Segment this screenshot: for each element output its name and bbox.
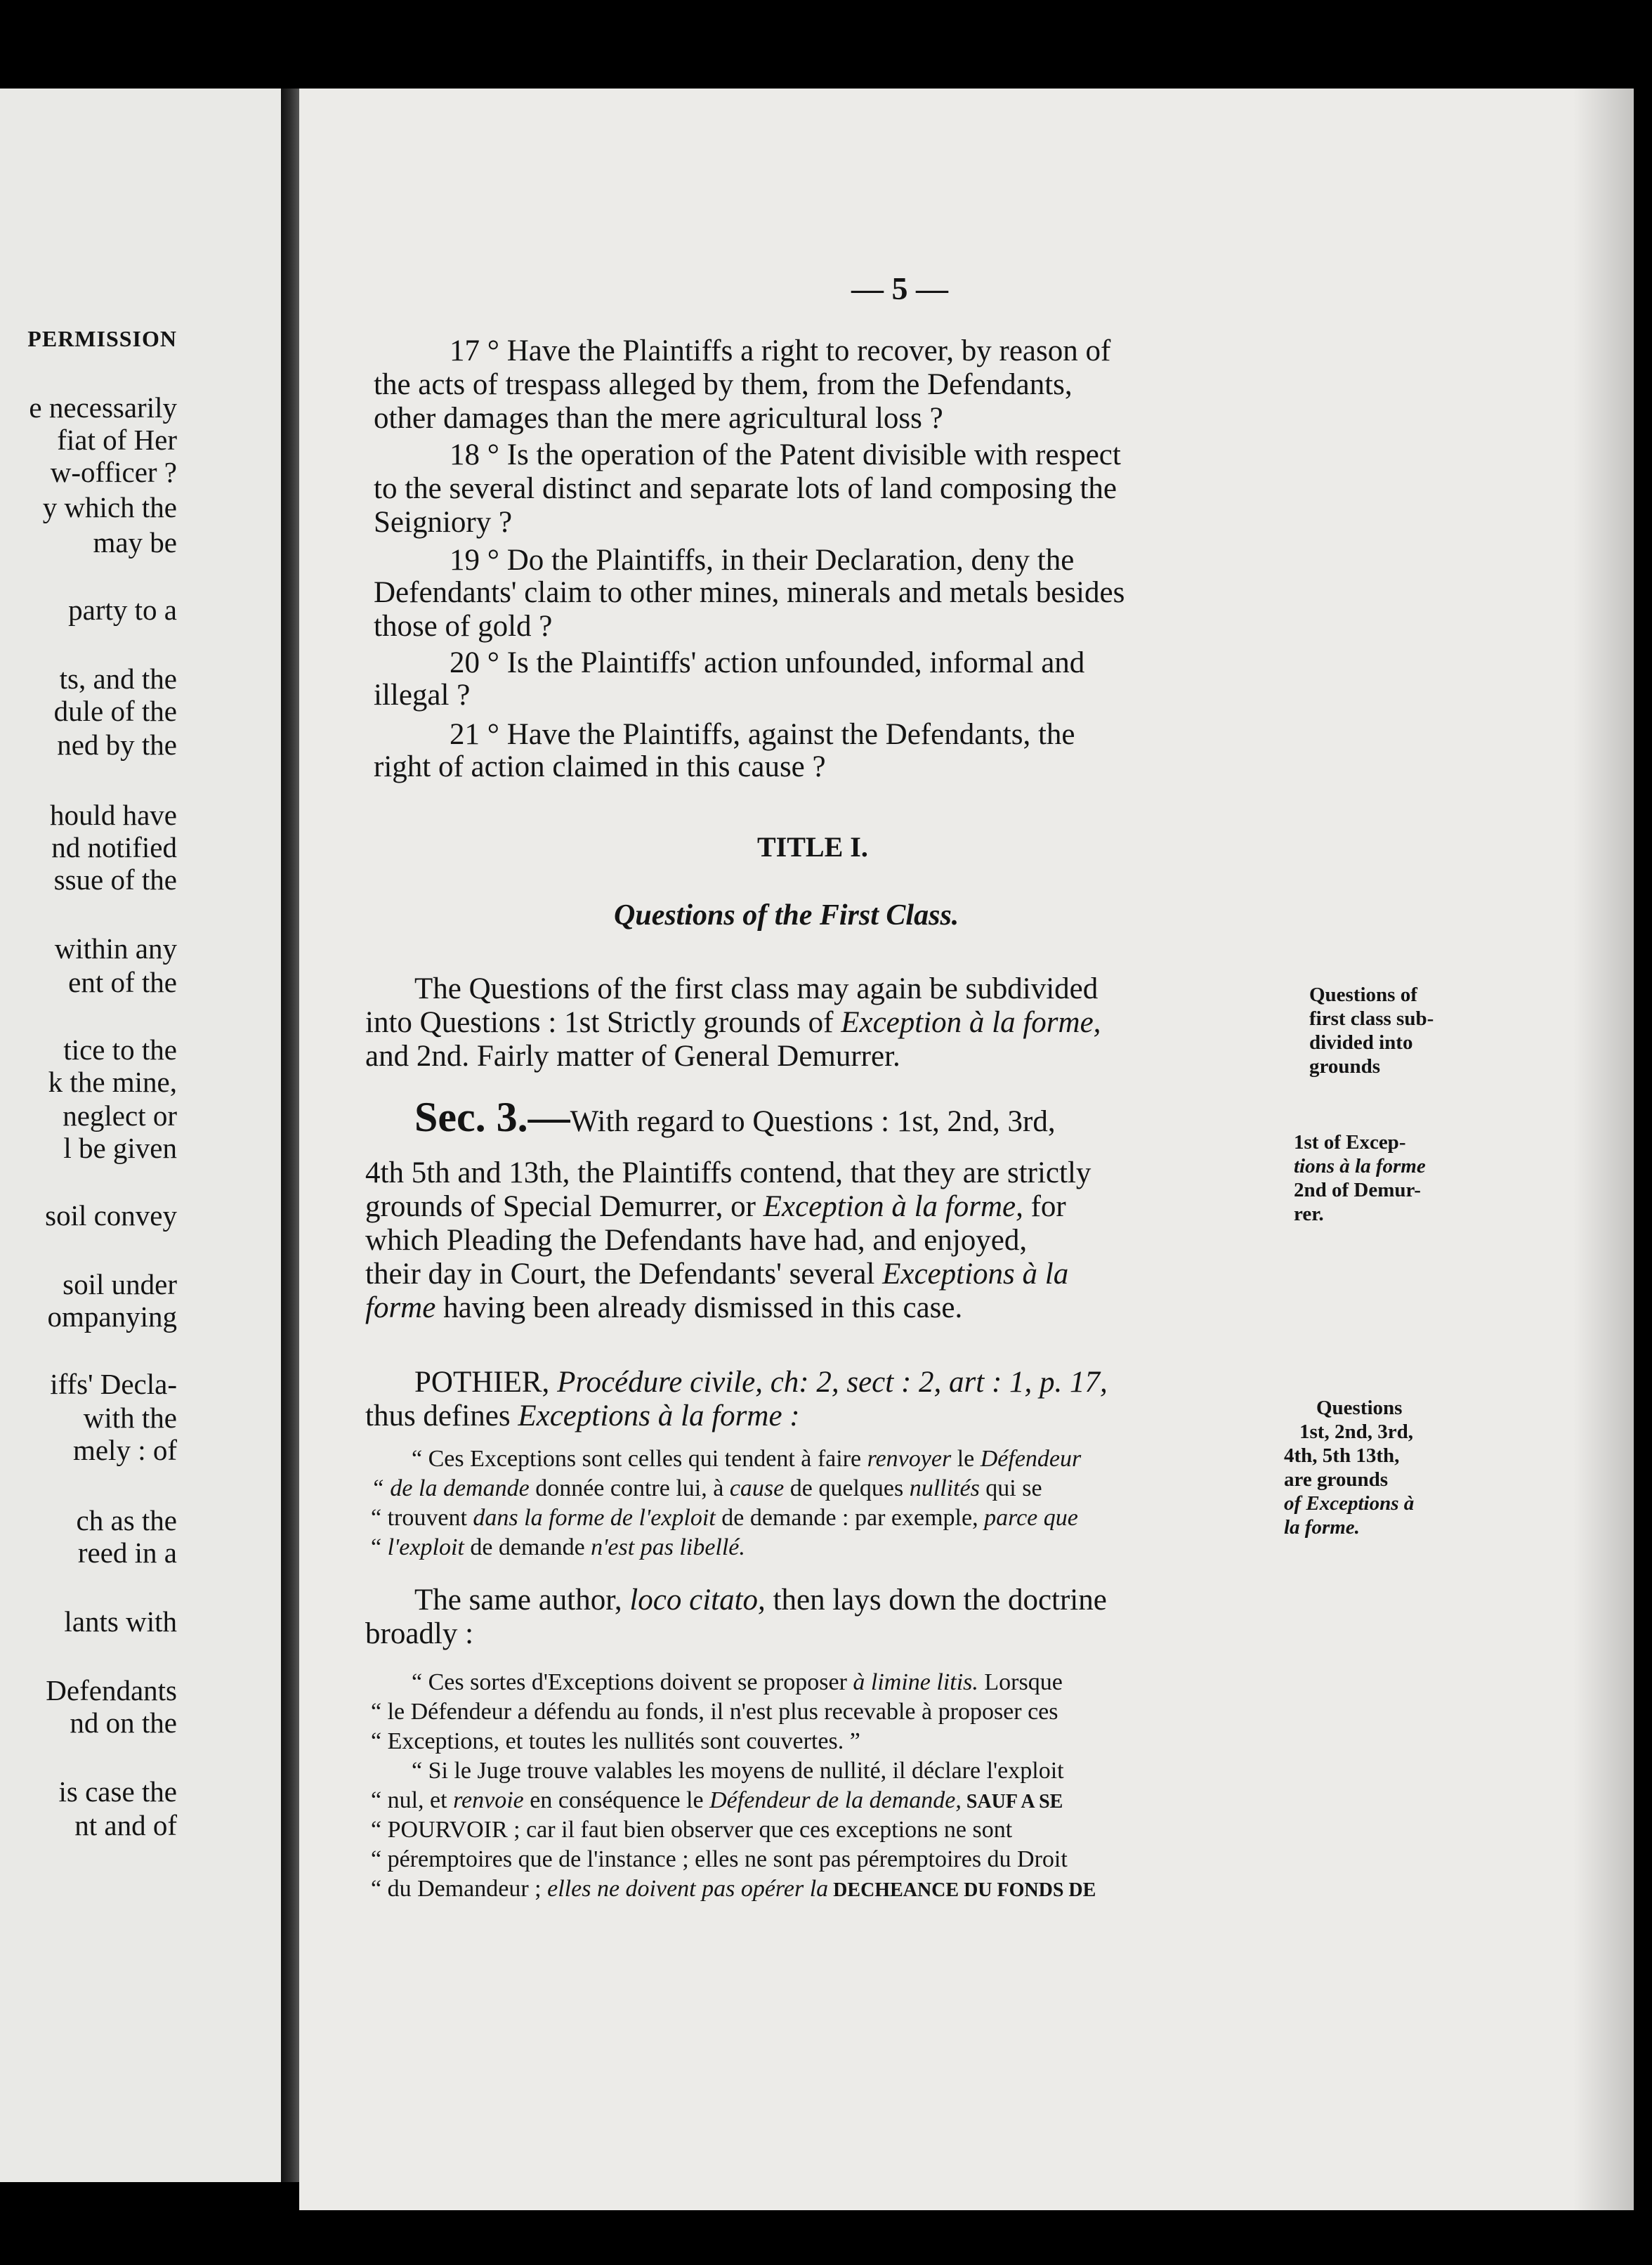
para1-line-3: and 2nd. Fairly matter of General Demurrer. <box>365 1040 900 1073</box>
margin-note-3-line-4: are grounds <box>1284 1468 1388 1491</box>
facing-page-line: neglect or <box>63 1099 177 1132</box>
question-18-line-2: to the several distinct and separate lots of land composing the <box>374 472 1117 505</box>
facing-page-line: Defendants <box>46 1674 177 1706</box>
question-21-line-2: right of action claimed in this cause ? <box>374 750 826 783</box>
facing-page-line: l be given <box>63 1132 177 1164</box>
margin-note-3-line-5: of Exceptions à <box>1284 1492 1415 1515</box>
facing-page-line: tice to the <box>63 1033 177 1066</box>
section-subheading: Questions of the First Class. <box>614 899 959 932</box>
facing-page-line: within any <box>54 932 177 965</box>
margin-note-1-line-4: grounds <box>1309 1055 1381 1078</box>
facing-page-line: e necessarily <box>29 391 177 424</box>
margin-note-2-line-4: rer. <box>1294 1203 1324 1225</box>
quote2-line-4: “ Si le Juge trouve valables les moyens de nullité, il déclare l'exploit <box>412 1758 1064 1784</box>
facing-page-line: iffs' Decla- <box>50 1368 177 1400</box>
facing-page-line: lants with <box>64 1605 177 1638</box>
question-19-line-3: those of gold ? <box>374 610 553 643</box>
pothier-line-2: thus defines Exceptions à la forme : <box>365 1399 800 1432</box>
sec3-line-2: 4th 5th and 13th, the Plaintiffs contend, that they are strictly <box>365 1156 1092 1189</box>
sec3-line-3: grounds of Special Demurrer, or Exception à la forme, for <box>365 1190 1066 1223</box>
quote2-line-8: “ du Demandeur ; elles ne doivent pas opérer la DECHEANCE DU FONDS DE <box>371 1876 1096 1902</box>
sec3-line-5: their day in Court, the Defendants' several Exceptions à la <box>365 1258 1069 1291</box>
facing-page-line: party to a <box>68 594 177 626</box>
question-20-line-2: illegal ? <box>374 679 471 712</box>
facing-page-line: y which the <box>42 491 177 523</box>
sec3-line-6: forme having been already dismissed in this case. <box>365 1291 963 1324</box>
facing-page-line: nt and of <box>74 1809 177 1841</box>
facing-page-line: ned by the <box>57 729 177 761</box>
margin-note-3-line-6: la forme. <box>1284 1516 1360 1539</box>
pothier-line-1: POTHIER, Procédure civile, ch: 2, sect : 2, art : 1, p. 17, <box>414 1366 1108 1399</box>
facing-page-line: w-officer ? <box>50 456 177 488</box>
sec3-line-1: Sec. 3.—With regard to Questions : 1st, 2nd, 3rd, <box>414 1094 1056 1140</box>
margin-note-2-line-1: 1st of Excep- <box>1294 1131 1406 1154</box>
question-20-line-1: 20 ° Is the Plaintiffs' action unfounded, informal and <box>450 646 1085 679</box>
quote1-line-3: “ trouvent dans la forme de l'exploit de demande : par exemple, parce que <box>371 1505 1078 1531</box>
facing-page-line: ompanying <box>47 1300 177 1333</box>
facing-page-line: reed in a <box>77 1536 177 1569</box>
quote1-line-2: “ de la demande donnée contre lui, à cause de quelques nullités qui se <box>371 1475 1042 1501</box>
page-number: — 5 — <box>851 270 948 306</box>
facing-page-line: fiat of Her <box>57 424 177 456</box>
facing-page-line: nd notified <box>51 831 177 863</box>
facing-page-line: dule of the <box>53 695 177 727</box>
facing-page-line: ch as the <box>76 1504 177 1536</box>
margin-note-2-line-2: tions à la forme <box>1294 1155 1426 1177</box>
facing-page-line: mely : of <box>72 1434 177 1466</box>
question-19-line-1: 19 ° Do the Plaintiffs, in their Declaration, deny the <box>450 544 1075 577</box>
question-17-line-2: the acts of trespass alleged by them, from the Defendants, <box>374 368 1073 401</box>
facing-page-line: with the <box>83 1402 177 1434</box>
quote2-line-7: “ péremptoires que de l'instance ; elles ne sont pas péremptoires du Droit <box>371 1846 1068 1872</box>
sec3-line-4: which Pleading the Defendants have had, and enjoyed, <box>365 1224 1028 1257</box>
margin-note-1-line-3: divided into <box>1309 1031 1413 1054</box>
facing-page-fragment <box>0 89 281 2182</box>
quote2-line-5: “ nul, et renvoie en conséquence le Défendeur de la demande, SAUF A SE <box>371 1787 1063 1813</box>
question-17-line-1: 17 ° Have the Plaintiffs a right to recover, by reason of <box>450 334 1111 367</box>
section-title: TITLE I. <box>757 831 868 863</box>
margin-note-3-line-3: 4th, 5th 13th, <box>1284 1444 1400 1467</box>
margin-note-1-line-2: first class sub- <box>1309 1007 1434 1030</box>
facing-page-line: k the mine, <box>48 1066 177 1098</box>
question-17-line-3: other damages than the mere agricultural loss ? <box>374 402 943 435</box>
facing-page-line: PERMISSION <box>27 326 177 351</box>
question-18-line-1: 18 ° Is the operation of the Patent divisible with respect <box>450 438 1121 471</box>
para2-line-1: The same author, loco citato, then lays down the doctrine <box>414 1584 1107 1617</box>
quote1-line-4: “ l'exploit de demande n'est pas libellé. <box>371 1534 745 1560</box>
facing-page-line: soil under <box>63 1268 177 1300</box>
margin-note-2-line-3: 2nd of Demur- <box>1294 1179 1421 1201</box>
facing-page-line: is case the <box>58 1775 177 1808</box>
question-19-line-2: Defendants' claim to other mines, minerals and metals besides <box>374 576 1125 609</box>
page-edge-shadow <box>1573 89 1637 2210</box>
quote2-line-6: “ POURVOIR ; car il faut bien observer que ces exceptions ne sont <box>371 1817 1013 1843</box>
facing-page-line: ssue of the <box>53 863 177 896</box>
book-gutter <box>281 89 299 2182</box>
facing-page-line: ent of the <box>68 966 177 998</box>
facing-page-line: hould have <box>49 799 177 831</box>
quote2-line-1: “ Ces sortes d'Exceptions doivent se proposer à limine litis. Lorsque <box>412 1669 1063 1695</box>
facing-page-line: may be <box>93 526 177 559</box>
question-21-line-1: 21 ° Have the Plaintiffs, against the Defendants, the <box>450 718 1075 751</box>
facing-page-line: ts, and the <box>59 662 177 695</box>
para1-line-2: into Questions : 1st Strictly grounds of Exception à la forme, <box>365 1006 1101 1039</box>
margin-note-1-line-1: Questions of <box>1309 984 1417 1006</box>
margin-note-3-line-2: 1st, 2nd, 3rd, <box>1299 1421 1413 1443</box>
facing-page-line: nd on the <box>70 1706 177 1739</box>
question-18-line-3: Seigniory ? <box>374 506 513 539</box>
quote2-line-2: “ le Défendeur a défendu au fonds, il n'est plus recevable à proposer ces <box>371 1699 1058 1725</box>
para2-line-2: broadly : <box>365 1617 474 1650</box>
quote2-line-3: “ Exceptions, et toutes les nullités sont couvertes. ” <box>371 1728 860 1754</box>
facing-page-line: soil convey <box>45 1199 177 1232</box>
para1-line-1: The Questions of the first class may again be subdivided <box>414 972 1099 1005</box>
sec3-label: Sec. 3.— <box>414 1094 570 1140</box>
quote1-line-1: “ Ces Exceptions sont celles qui tendent à faire renvoyer le Défendeur <box>412 1446 1082 1472</box>
margin-note-3-line-1: Questions <box>1316 1397 1403 1419</box>
